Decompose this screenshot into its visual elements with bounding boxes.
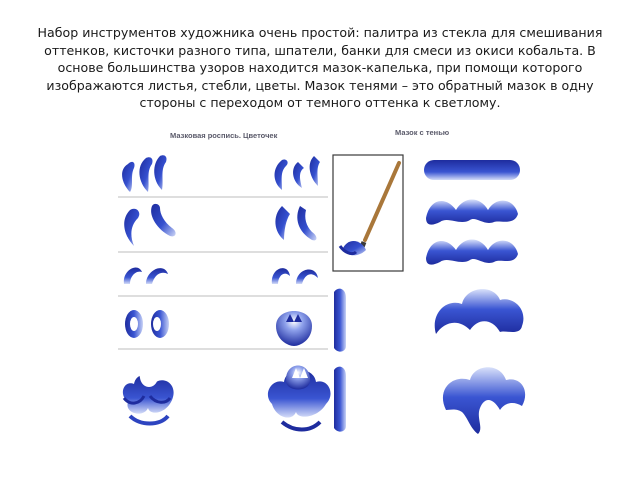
- row1-right-strokes: [275, 156, 321, 190]
- shaded-wave-2: [426, 240, 518, 265]
- right-caption: Мазок с тенью: [395, 128, 450, 137]
- row3-right-domes: [272, 268, 318, 284]
- row4-right-bud: [276, 311, 312, 346]
- row4-left-ovals: [125, 310, 169, 338]
- row1-left-strokes: [122, 155, 166, 192]
- shaded-bar: [424, 160, 520, 180]
- shaded-strokes-right: [424, 160, 525, 434]
- shaded-wave-1: [426, 200, 518, 225]
- row5-left-flower: [123, 366, 174, 424]
- vertical-strokes: [334, 289, 346, 432]
- brush-illustration: [333, 155, 403, 271]
- row2-left-strokes: [124, 204, 175, 246]
- row5-right-flower: [268, 366, 331, 430]
- row3-left-domes: [124, 268, 168, 284]
- brush-frame: [333, 155, 403, 271]
- shaded-leaf: [443, 367, 525, 434]
- shaded-cloud: [435, 289, 524, 334]
- slide-text: Набор инструментов художника очень простой: палитра из стекла для смешивания оттенков, кисточки разного типа, шпатели, банки для смеси из окиси кобальта. В основе большинства узоров находится мазок-капелька, при помощи которого изображаются листья, стебли, цветы. Мазок тенями – это обратный мазок в одну стороны с переходом от темного оттенка к светлому.: [37, 25, 603, 110]
- left-caption: Мазковая роспись. Цветочек: [170, 131, 278, 140]
- row2-right-strokes: [275, 206, 316, 240]
